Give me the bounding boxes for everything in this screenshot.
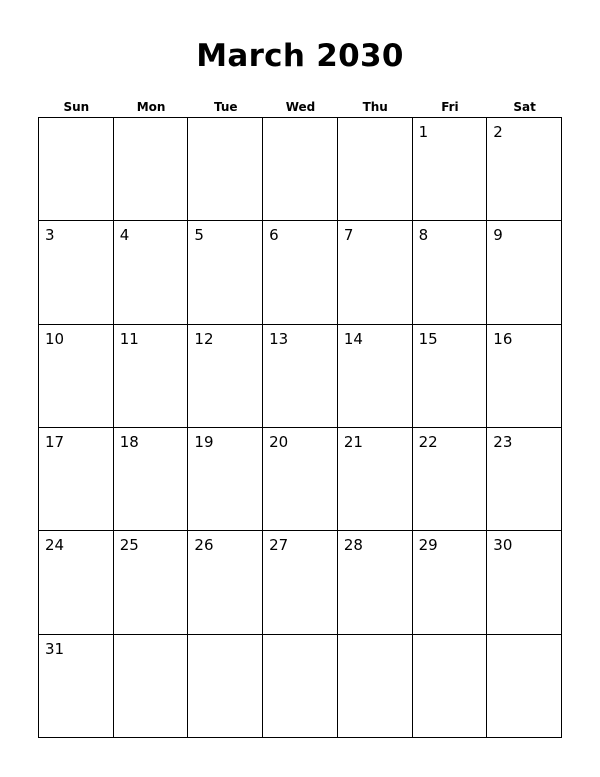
day-cell	[338, 221, 413, 324]
day-number: 1	[418, 123, 429, 141]
day-number: 21	[343, 433, 363, 451]
day-number: 11	[119, 329, 139, 348]
day-cell	[487, 325, 562, 428]
day-number: 30	[493, 536, 513, 555]
day-number: 15	[418, 329, 438, 348]
day-cell	[39, 531, 114, 634]
calendar-grid	[38, 117, 562, 738]
calendar-title: March 2030	[196, 38, 404, 74]
day-number: 29	[418, 536, 438, 555]
day-number: 31	[45, 639, 65, 658]
day-cell	[413, 531, 488, 634]
day-number: 2	[493, 123, 503, 141]
day-cell	[39, 635, 114, 738]
weekday-thu: Thu	[362, 100, 388, 114]
day-cell	[413, 325, 488, 428]
day-number: 23	[493, 433, 513, 451]
day-cell	[487, 531, 562, 634]
weekday-mon: Mon	[136, 100, 166, 114]
day-number: 17	[45, 433, 65, 451]
day-number: 22	[418, 433, 438, 451]
day-cell	[39, 221, 114, 324]
day-cell	[487, 118, 562, 221]
weekday-fri: Fri	[441, 100, 459, 114]
day-number: 19	[194, 433, 214, 451]
day-cell	[188, 428, 263, 531]
day-number: 25	[119, 536, 139, 555]
day-number: 3	[45, 226, 55, 245]
day-cell	[263, 635, 338, 738]
weekday-sun: Sun	[63, 100, 90, 114]
day-number: 10	[45, 329, 65, 348]
day-cell	[188, 635, 263, 738]
day-cell	[188, 325, 263, 428]
day-cell	[338, 635, 413, 738]
day-number: 6	[269, 226, 279, 245]
day-cell	[487, 635, 562, 738]
day-number: 26	[194, 536, 214, 555]
day-cell	[487, 221, 562, 324]
day-cell	[114, 531, 189, 634]
day-cell	[188, 531, 263, 634]
day-cell	[263, 118, 338, 221]
day-cell	[413, 428, 488, 531]
day-number: 20	[269, 433, 289, 451]
day-cell	[188, 221, 263, 324]
weekday-wed: Wed	[285, 100, 316, 114]
day-cell	[114, 325, 189, 428]
day-number: 16	[493, 329, 513, 348]
day-number: 27	[269, 536, 289, 555]
day-number: 7	[343, 226, 354, 245]
day-number: 24	[45, 536, 65, 555]
day-number: 28	[343, 536, 363, 555]
weekday-header-row	[39, 98, 562, 116]
day-cell	[263, 221, 338, 324]
day-number: 4	[119, 226, 130, 245]
day-cell	[114, 635, 189, 738]
day-cell	[263, 428, 338, 531]
day-cell	[114, 428, 189, 531]
weekday-sat: Sat	[513, 100, 536, 114]
day-cell	[413, 221, 488, 324]
day-cell	[338, 325, 413, 428]
day-cell	[338, 428, 413, 531]
day-cell	[263, 325, 338, 428]
day-cell	[413, 118, 488, 221]
day-cell	[338, 531, 413, 634]
day-cell	[39, 325, 114, 428]
day-cell	[413, 635, 488, 738]
day-cell	[39, 118, 114, 221]
day-number: 12	[194, 329, 214, 348]
weekday-tue: Tue	[214, 100, 238, 114]
day-cell	[39, 428, 114, 531]
day-cell	[487, 428, 562, 531]
day-cell	[188, 118, 263, 221]
day-cell	[263, 531, 338, 634]
day-cell	[114, 118, 189, 221]
day-number: 8	[418, 226, 429, 245]
day-number: 13	[269, 329, 289, 348]
day-number: 9	[493, 226, 503, 245]
day-number: 14	[343, 329, 363, 348]
day-cell	[338, 118, 413, 221]
day-cell	[114, 221, 189, 324]
day-number: 5	[194, 226, 204, 245]
day-number: 18	[119, 433, 139, 451]
